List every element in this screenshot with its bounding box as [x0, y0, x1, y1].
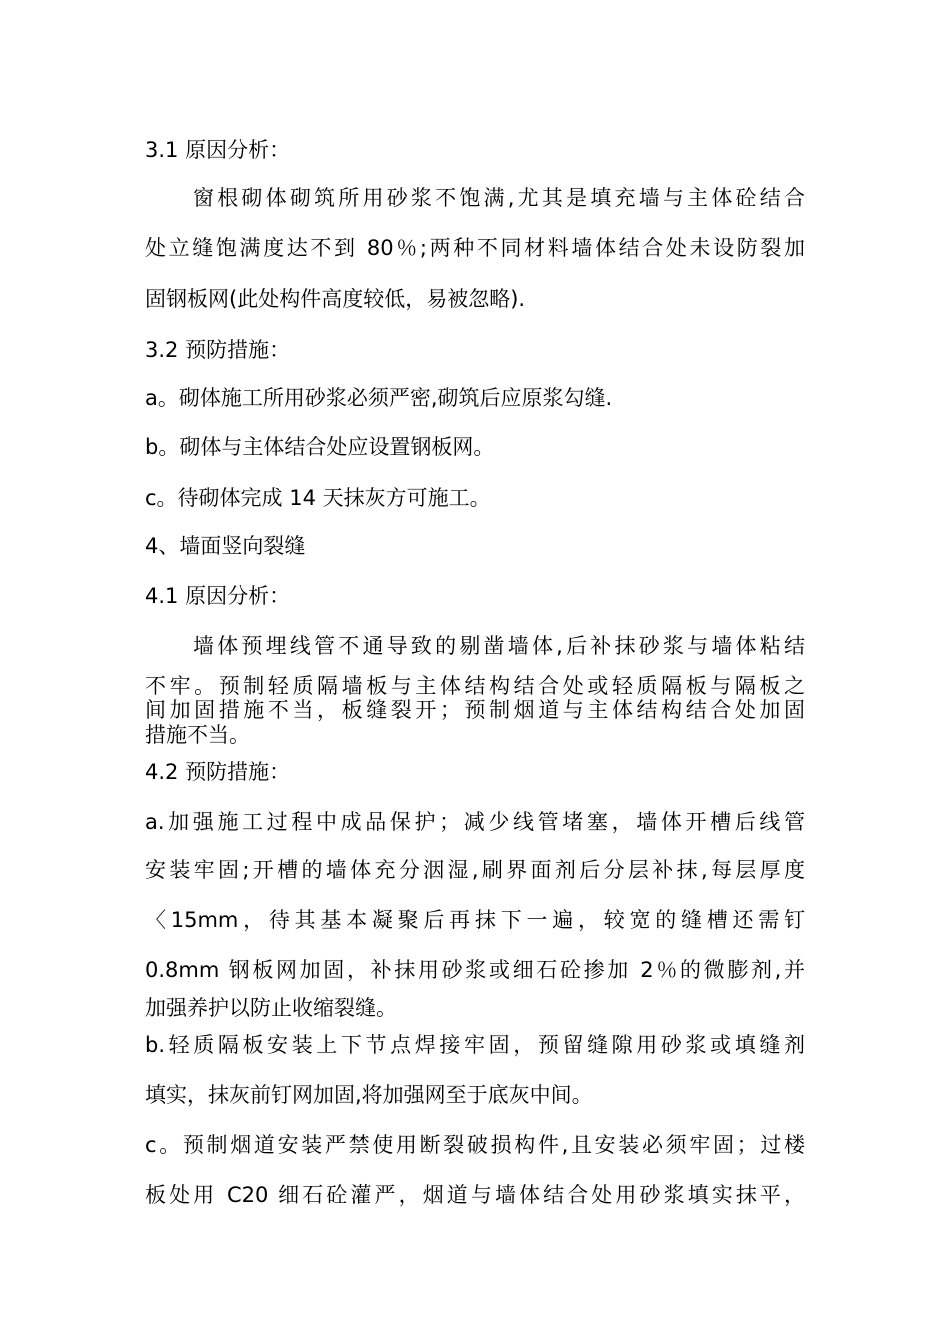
paragraph-line: 不牢。预制轻质隔墙板与主体结构结合处或轻质隔板与隔板之 [145, 674, 805, 698]
paragraph-line: 间加固措施不当，板缝裂开；预制烟道与主体结构结合处加固 [145, 698, 805, 722]
heading-4-2: 4.2 预防措施： [145, 760, 291, 784]
heading-3-1: 3.1 原因分析： [145, 138, 291, 162]
list-item-a: a。砌体施工所用砂浆必须严密,砌筑后应原浆勾缝. [145, 386, 613, 410]
paragraph-line: 措施不当。 [145, 723, 250, 747]
list-item-c: c。待砌体完成 14 天抹灰方可施工。 [145, 486, 491, 510]
paragraph-line: 安装牢固;开槽的墙体充分洇湿,刷界面剂后分层补抹,每层厚度 [145, 858, 805, 882]
list-item-a: a.加强施工过程中成品保护；减少线管堵塞，墙体开槽后线管 [145, 810, 805, 834]
heading-3-2: 3.2 预防措施： [145, 338, 291, 362]
list-item-b: b。砌体与主体结合处应设置钢板网。 [145, 435, 495, 459]
paragraph-line: 处立缝饱满度达不到 80％;两种不同材料墙体结合处未设防裂加 [145, 236, 805, 260]
paragraph-line: 填实，抹灰前钉网加固,将加强网至于底灰中间。 [145, 1083, 593, 1107]
heading-4-1: 4.1 原因分析： [145, 584, 291, 608]
paragraph-line: 〈15mm，待其基本凝聚后再抹下一遍，较宽的缝槽还需钉 [145, 908, 805, 932]
paragraph-line: 板处用 C20 细石砼灌严，烟道与墙体结合处用砂浆填实抹平， [145, 1183, 805, 1207]
list-item-b: b.轻质隔板安装上下节点焊接牢固，预留缝隙用砂浆或填缝剂 [145, 1033, 805, 1057]
heading-4: 4、墙面竖向裂缝 [145, 534, 306, 558]
list-item-c: c。预制烟道安装严禁使用断裂破损构件,且安装必须牢固；过楼 [145, 1133, 805, 1157]
paragraph-line: 0.8mm 钢板网加固，补抹用砂浆或细石砼掺加 2％的微膨剂,并 [145, 958, 805, 982]
paragraph-line: 固钢板网(此处构件高度较低，易被忽略). [145, 287, 526, 311]
paragraph-line: 窗根砌体砌筑所用砂浆不饱满,尤其是填充墙与主体砼结合 [193, 186, 805, 210]
paragraph-line: 加强养护以防止收缩裂缝。 [145, 996, 397, 1020]
paragraph-line: 墙体预埋线管不通导致的剔凿墙体,后补抹砂浆与墙体粘结 [193, 634, 805, 658]
